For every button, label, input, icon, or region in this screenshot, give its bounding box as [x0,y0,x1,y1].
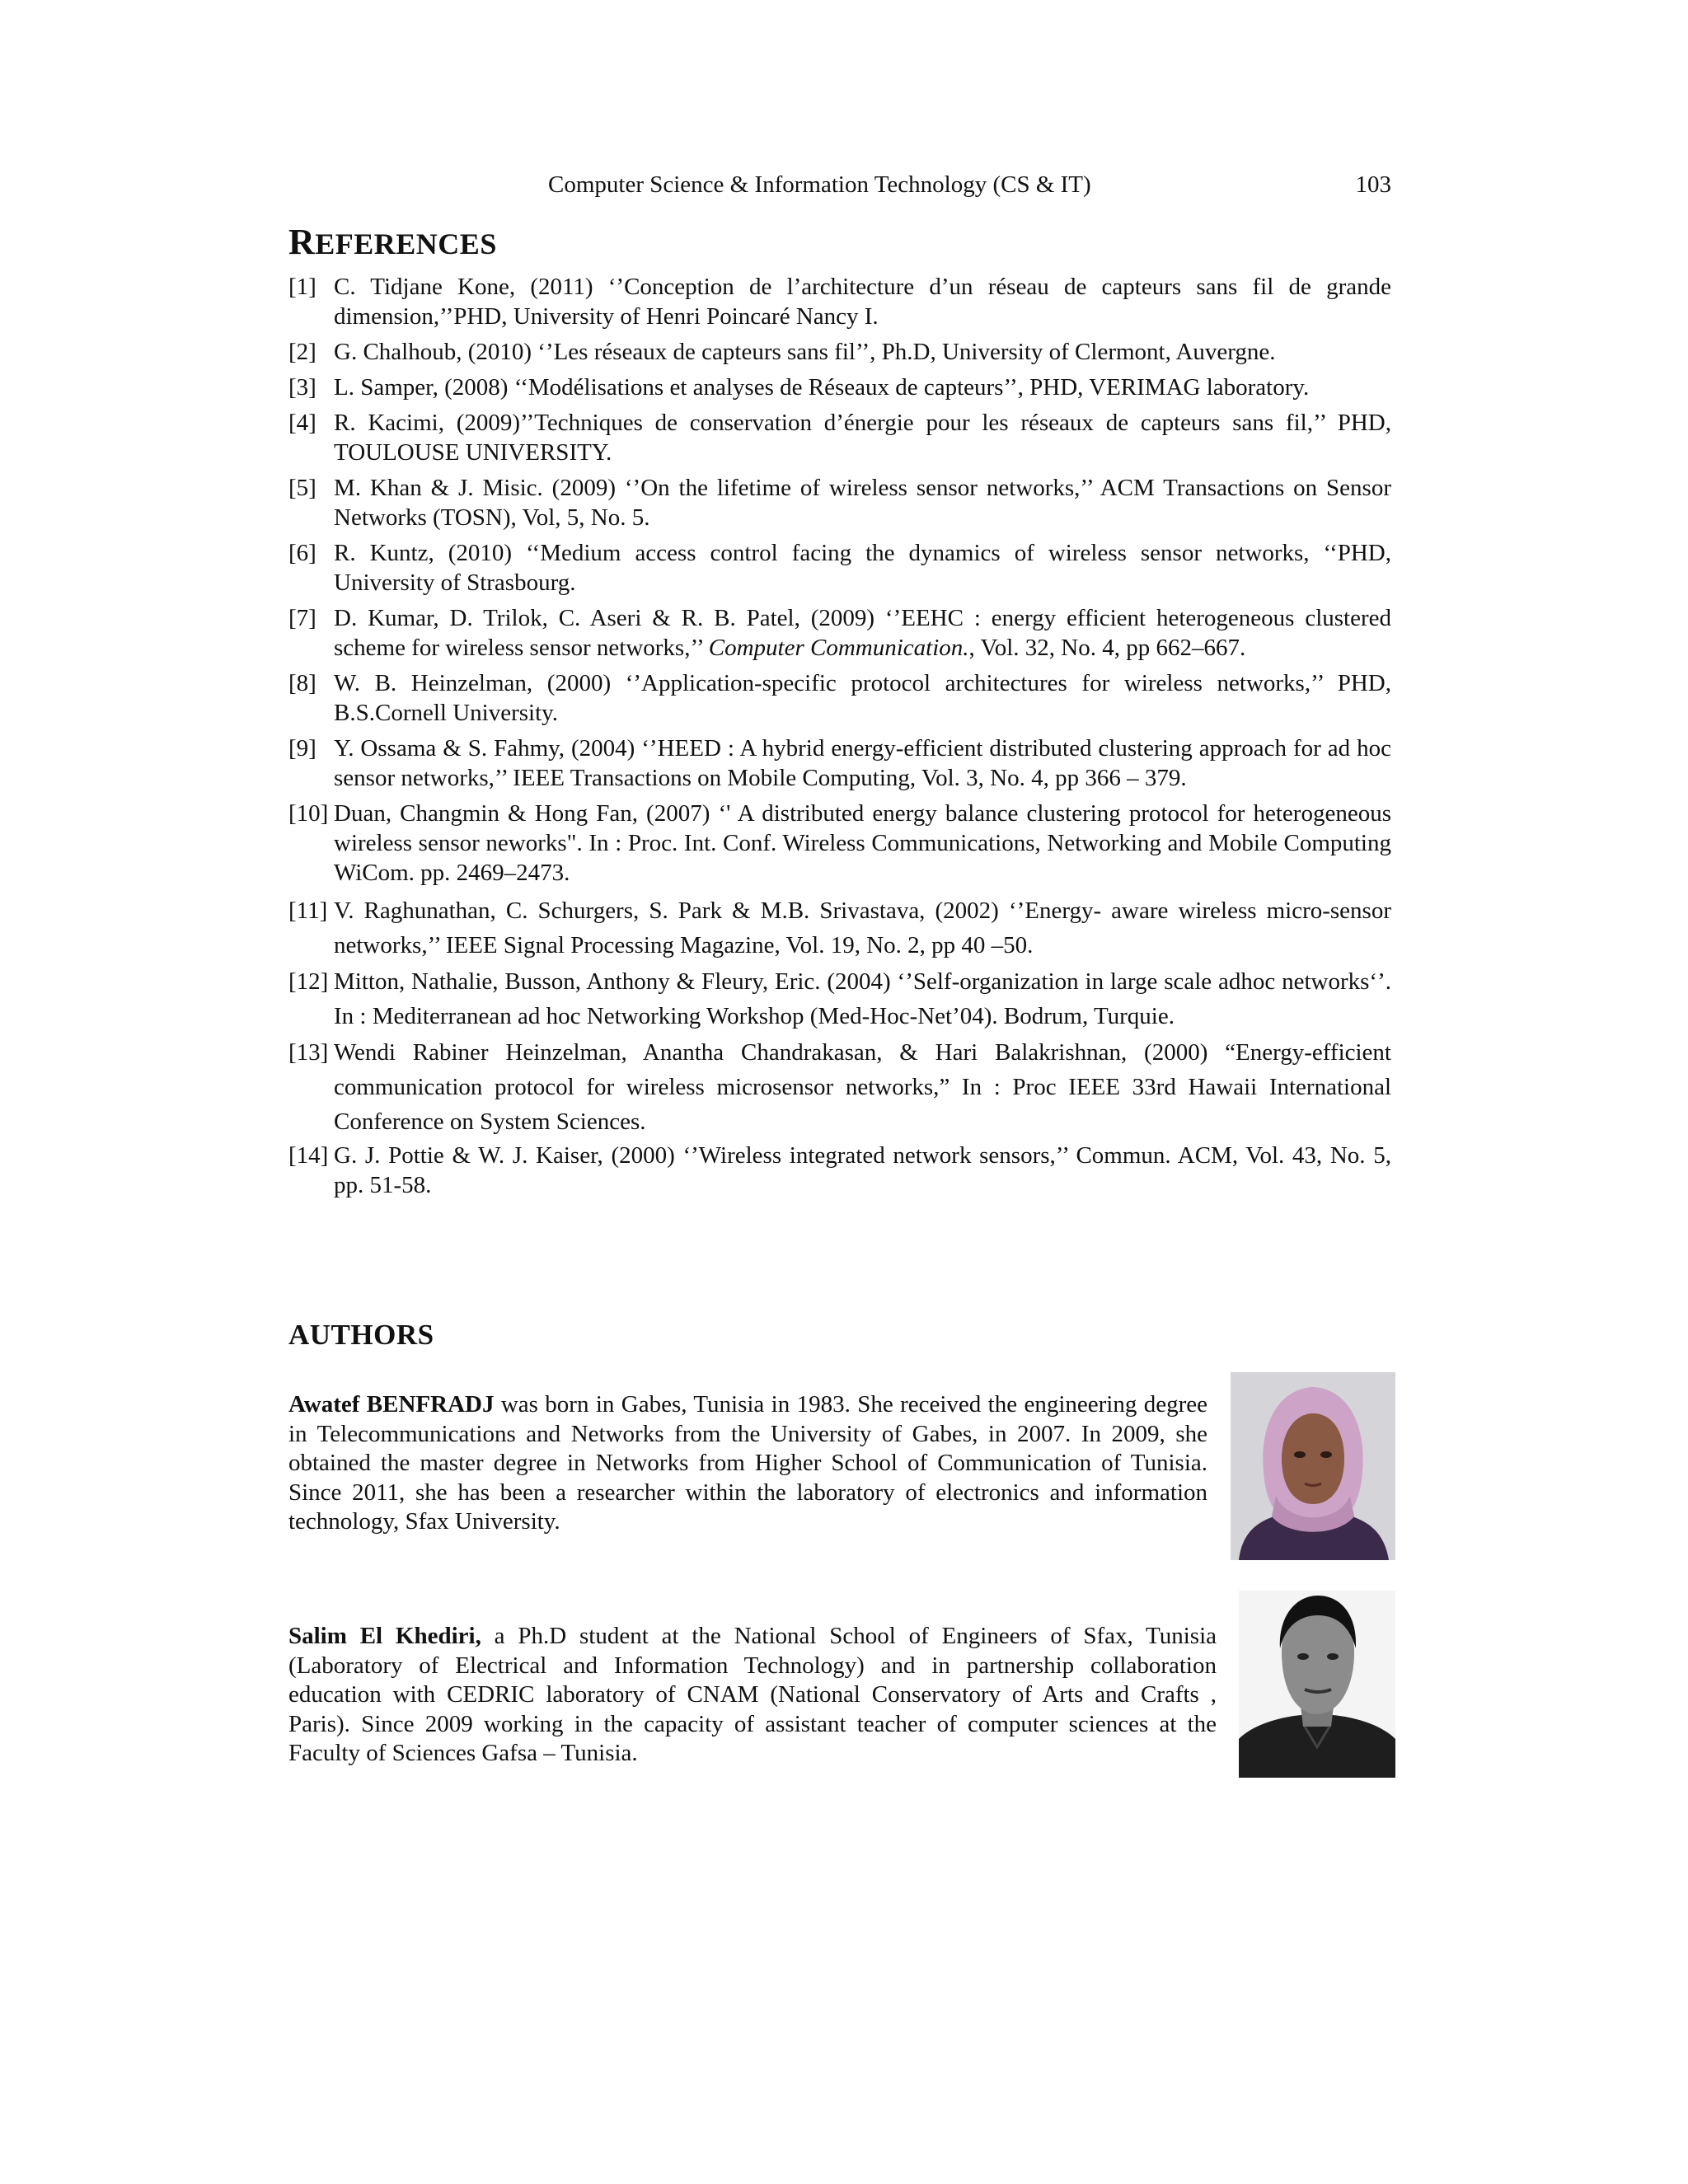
reference-number: [8] [288,670,316,696]
reference-text: G. J. Pottie & W. J. Kaiser, (2000) ‘’Wireless integrated network sensors,’’ Commun. ACM, Vol. 43, No. 5, pp. 51-58. [334,1142,1391,1198]
reference-item [288,893,1391,963]
reference-item [288,668,1391,728]
reference-item [288,272,1391,331]
reference-number: [14] [288,1142,329,1169]
author-photo [1231,1372,1395,1560]
reference-item [288,964,1391,1033]
reference-item [288,1035,1391,1139]
reference-number: [12] [288,968,329,995]
reference-text: Wendi Rabiner Heinzelman, Anantha Chandrakasan, & Hari Balakrishnan, (2000) “Energy-efficient communication protocol for wireless microsensor networks,” In : Proc IEEE 33rd Hawaii International Conference on System Sciences. [334,1039,1391,1135]
reference-item [288,538,1391,598]
reference-number: [2] [288,339,316,365]
reference-text: Mitton, Nathalie, Busson, Anthony & Fleury, Eric. (2004) ‘’Self-organization in large scale adhoc networks‘’. In : Mediterranean ad hoc Networking Workshop (Med-Hoc-Net’04). Bodrum, Turquie. [334,968,1391,1029]
reference-number: [3] [288,374,316,401]
reference-text: L. Samper, (2008) ‘‘Modélisations et analyses de Réseaux de capteurs’’, PHD, VERIMAG laboratory. [334,374,1310,401]
reference-number: [13] [288,1039,329,1066]
page-number: 103 [1355,171,1391,198]
reference-number: [7] [288,605,316,631]
reference-number: [1] [288,274,316,300]
author-photo-image [1231,1372,1395,1560]
reference-text: Y. Ossama & S. Fahmy, (2004) ‘’HEED : A hybrid energy-efficient distributed clustering approach for ad hoc sensor networks,’’ IEEE Transactions on Mobile Computing, Vol. 3, No. 4, pp 366 – 379. [334,735,1391,791]
reference-item [288,473,1391,532]
reference-item [288,603,1391,663]
reference-text: R. Kacimi, (2009)’’Techniques de conservation d’énergie pour les réseaux de capteurs sans fil,’’ PHD, TOULOUSE UNIVERSITY. [334,410,1391,466]
reference-number: [5] [288,475,316,501]
author-photo [1239,1591,1395,1778]
references-heading-rest: EFERENCES [315,227,497,260]
reference-item [288,733,1391,793]
reference-text: M. Khan & J. Misic. (2009) ‘’On the lifetime of wireless sensor networks,’’ ACM Transactions on Sensor Networks (TOSN), Vol, 5, No. 5. [334,475,1391,531]
reference-text: V. Raghunathan, C. Schurgers, S. Park & M.B. Srivastava, (2002) ‘’Energy- aware wireless micro-sensor networks,’’ IEEE Signal Processing Magazine, Vol. 19, No. 2, pp 40 –50. [334,898,1391,958]
references-heading [288,221,497,263]
reference-number: [9] [288,735,316,762]
page-header [288,171,1391,204]
reference-item [288,373,1391,402]
author-bio-text: a Ph.D student at the National School of Engineers of Sfax, Tunisia (Laboratory of Electrical and Information Technology) and in partnership collaboration education with CEDRIC laboratory of CNAM (National Conservatory of Arts and Crafts , Paris). Since 2009 working in the capacity of assistant teacher of computer sciences at the Faculty of Sciences Gafsa – Tunisia. [288,1623,1217,1766]
reference-item [288,337,1391,367]
author-photo-image [1239,1591,1395,1778]
reference-number: [4] [288,410,316,436]
reference-text: C. Tidjane Kone, (2011) ‘’Conception de l’architecture d’un réseau de capteurs sans fil de grande dimension,’’PHD, University of Henri Poincaré Nancy I. [334,274,1391,330]
reference-text [334,603,1391,663]
reference-text: R. Kuntz, (2010) ‘‘Medium access control facing the dynamics of wireless sensor networks, ‘‘PHD, University of Strasbourg. [334,540,1391,596]
author-name: Salim El Khediri, [288,1623,481,1649]
reference-text-main: D. Kumar, D. Trilok, C. Aseri & R. B. Patel, (2009) ‘’EEHC : energy efficient heterogeneous clustered scheme for wireless sensor networks,’’ [334,605,1391,661]
authors-heading: AUTHORS [288,1319,434,1351]
author-bio [288,1622,1217,1769]
reference-text: Duan, Changmin & Hong Fan, (2007) ‘' A distributed energy balance clustering protocol for heterogeneous wireless sensor neworks". In : Proc. Int. Conf. Wireless Communications, Networking and Mobile Computing WiCom. pp. 2469–2473. [334,800,1391,886]
reference-list [288,272,1391,1206]
reference-item [288,799,1391,888]
author-bio-text: was born in Gabes, Tunisia in 1983. She received the engineering degree in Telecommunications and Networks from the University of Gabes, in 2007. In 2009, she obtained the master degree in Networks from Higher School of Communication of Tunisia. Since 2011, she has been a researcher within the laboratory of electronics and information technology, Sfax University. [288,1391,1207,1535]
author-name: Awatef BENFRADJ [288,1391,495,1418]
journal-title: Computer Communication. [708,635,969,661]
reference-number: [10] [288,800,329,827]
reference-number: [11] [288,898,328,924]
references-heading-initial: R [288,222,316,262]
reference-item [288,1141,1391,1200]
reference-item [288,408,1391,467]
author-bio [288,1390,1207,1537]
reference-number: [6] [288,540,316,566]
reference-text: W. B. Heinzelman, (2000) ‘’Application-specific protocol architectures for wireless networks,’’ PHD, B.S.Cornell University. [334,670,1391,726]
running-title: Computer Science & Information Technology (CS & IT) [548,171,1091,198]
reference-text: G. Chalhoub, (2010) ‘’Les réseaux de capteurs sans fil’’, Ph.D, University of Clermont, Auvergne. [334,339,1276,365]
reference-text-tail: , Vol. 32, No. 4, pp 662–667. [968,635,1246,661]
